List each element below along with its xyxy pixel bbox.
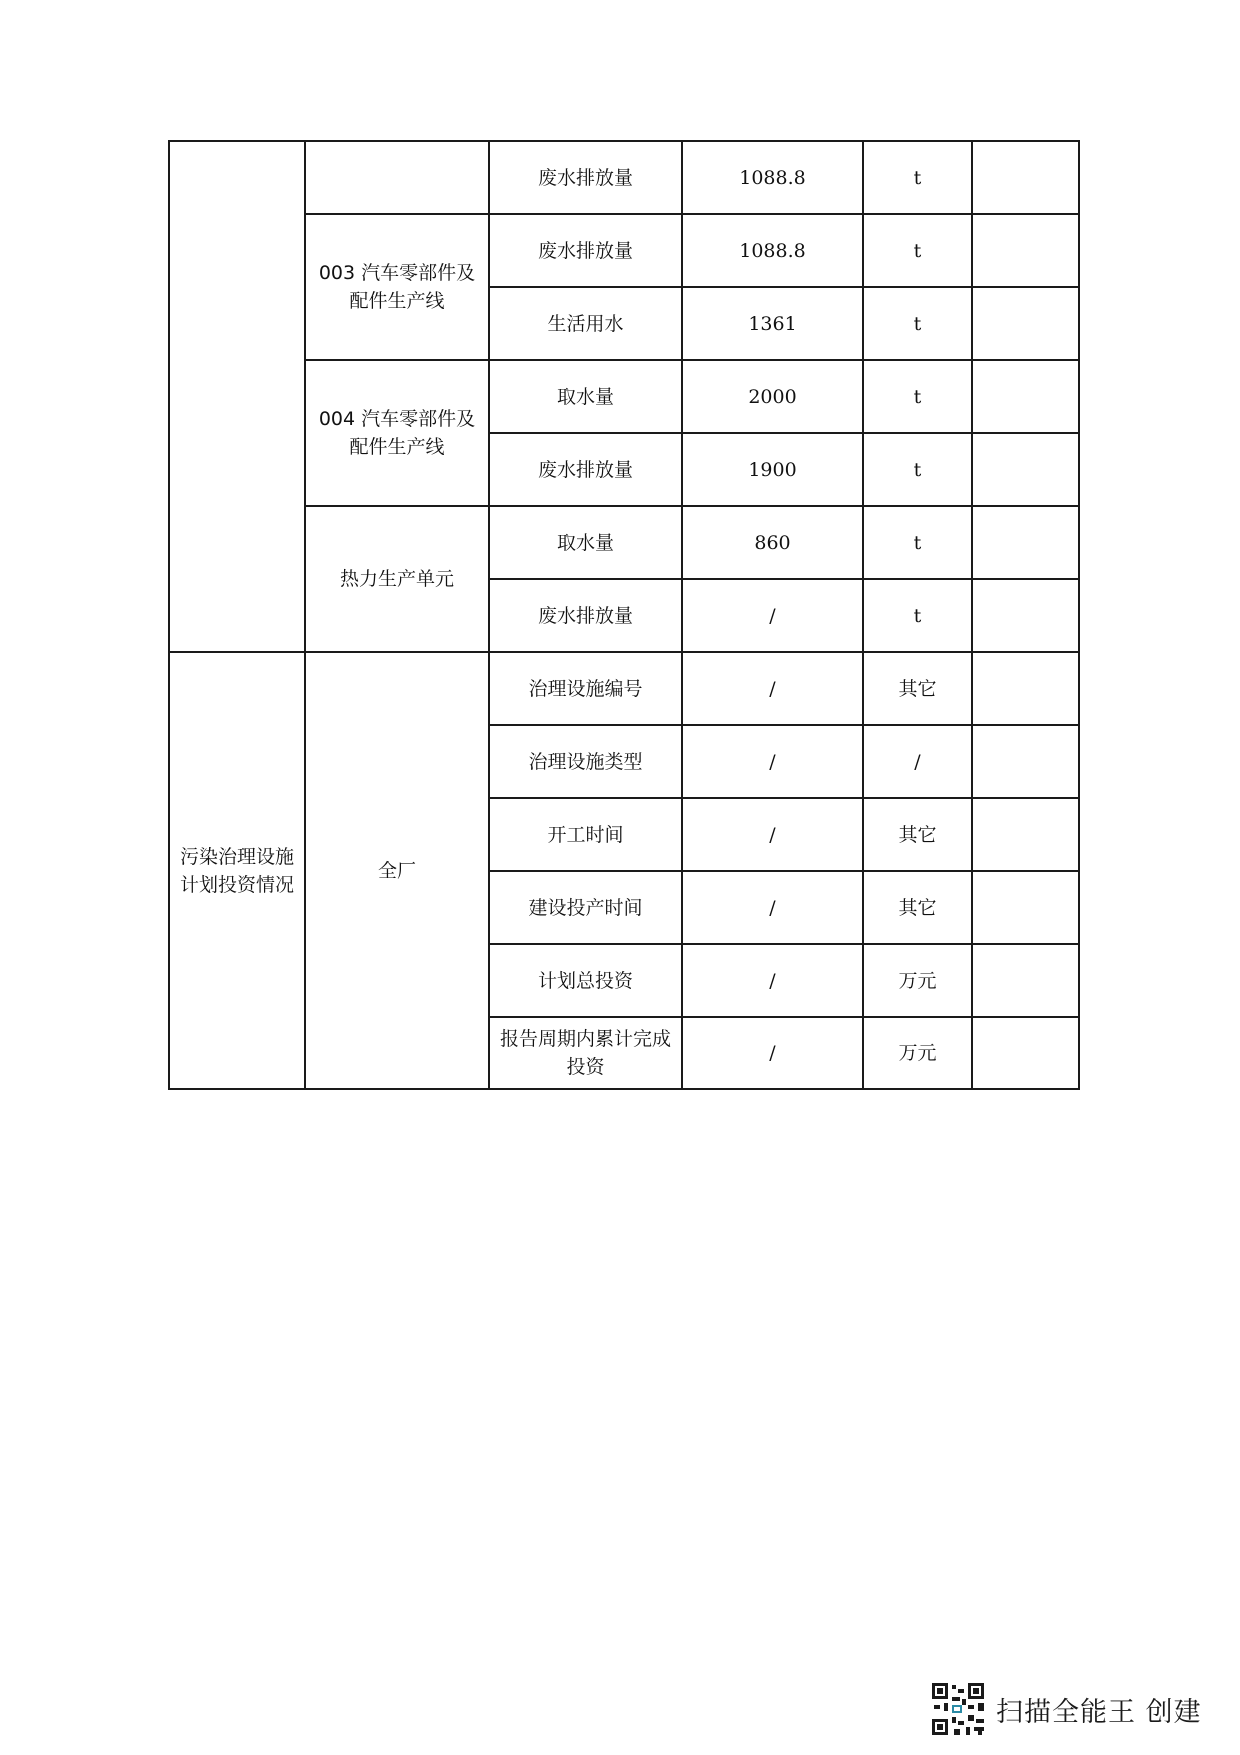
item-cell: 开工时间: [489, 798, 682, 871]
unit-of-measure-cell: 万元: [863, 944, 972, 1017]
unit-of-measure-cell: t: [863, 579, 972, 652]
item-cell: 治理设施编号: [489, 652, 682, 725]
unit-of-measure-cell: 其它: [863, 871, 972, 944]
remark-cell: [972, 1017, 1079, 1089]
unit-cell-empty: [305, 141, 489, 214]
value-cell: /: [682, 652, 863, 725]
unit-cell-004: 004 汽车零部件及配件生产线: [305, 360, 489, 506]
scanner-brand-text: 扫描全能王 创建: [996, 1696, 1202, 1728]
unit-of-measure-cell: t: [863, 360, 972, 433]
unit-of-measure-cell: 万元: [863, 1017, 972, 1089]
value-cell: /: [682, 871, 863, 944]
unit-of-measure-cell: t: [863, 433, 972, 506]
remark-cell: [972, 360, 1079, 433]
remark-cell: [972, 798, 1079, 871]
value-cell: 1088.8: [682, 141, 863, 214]
remark-cell: [972, 652, 1079, 725]
table-row: [169, 360, 1079, 433]
unit-of-measure-cell: t: [863, 287, 972, 360]
value-cell: 1900: [682, 433, 863, 506]
remark-cell: [972, 579, 1079, 652]
remark-cell: [972, 141, 1079, 214]
table-row: [169, 214, 1079, 287]
value-cell: /: [682, 798, 863, 871]
remark-cell: [972, 944, 1079, 1017]
report-table: [168, 140, 1080, 1090]
item-cell: 治理设施类型: [489, 725, 682, 798]
category-cell-investment: 污染治理设施计划投资情况: [169, 652, 305, 1089]
item-cell: 废水排放量: [489, 141, 682, 214]
value-cell: /: [682, 725, 863, 798]
remark-cell: [972, 433, 1079, 506]
unit-cell-thermal: 热力生产单元: [305, 506, 489, 652]
value-cell: 1088.8: [682, 214, 863, 287]
remark-cell: [972, 506, 1079, 579]
remark-cell: [972, 214, 1079, 287]
item-cell: 废水排放量: [489, 433, 682, 506]
table-row: [169, 141, 1079, 214]
item-cell: 建设投产时间: [489, 871, 682, 944]
value-cell: 1361: [682, 287, 863, 360]
item-cell: 废水排放量: [489, 214, 682, 287]
item-cell: 计划总投资: [489, 944, 682, 1017]
unit-of-measure-cell: t: [863, 141, 972, 214]
value-cell: /: [682, 944, 863, 1017]
unit-cell-003: 003 汽车零部件及配件生产线: [305, 214, 489, 360]
unit-of-measure-cell: 其它: [863, 652, 972, 725]
item-cell: 废水排放量: [489, 579, 682, 652]
value-cell: /: [682, 579, 863, 652]
qr-code-icon: [930, 1681, 986, 1737]
item-cell: 取水量: [489, 506, 682, 579]
value-cell: /: [682, 1017, 863, 1089]
remark-cell: [972, 725, 1079, 798]
value-cell: 2000: [682, 360, 863, 433]
remark-cell: [972, 871, 1079, 944]
remark-cell: [972, 287, 1079, 360]
unit-of-measure-cell: /: [863, 725, 972, 798]
value-cell: 860: [682, 506, 863, 579]
table-row: [169, 652, 1079, 725]
item-cell: 报告周期内累计完成投资: [489, 1017, 682, 1089]
category-cell-empty: [169, 141, 305, 652]
scanner-watermark: [930, 1680, 1202, 1738]
table-row: [169, 506, 1079, 579]
unit-of-measure-cell: 其它: [863, 798, 972, 871]
unit-cell-whole-plant: 全厂: [305, 652, 489, 1089]
unit-of-measure-cell: t: [863, 506, 972, 579]
unit-of-measure-cell: t: [863, 214, 972, 287]
item-cell: 生活用水: [489, 287, 682, 360]
item-cell: 取水量: [489, 360, 682, 433]
